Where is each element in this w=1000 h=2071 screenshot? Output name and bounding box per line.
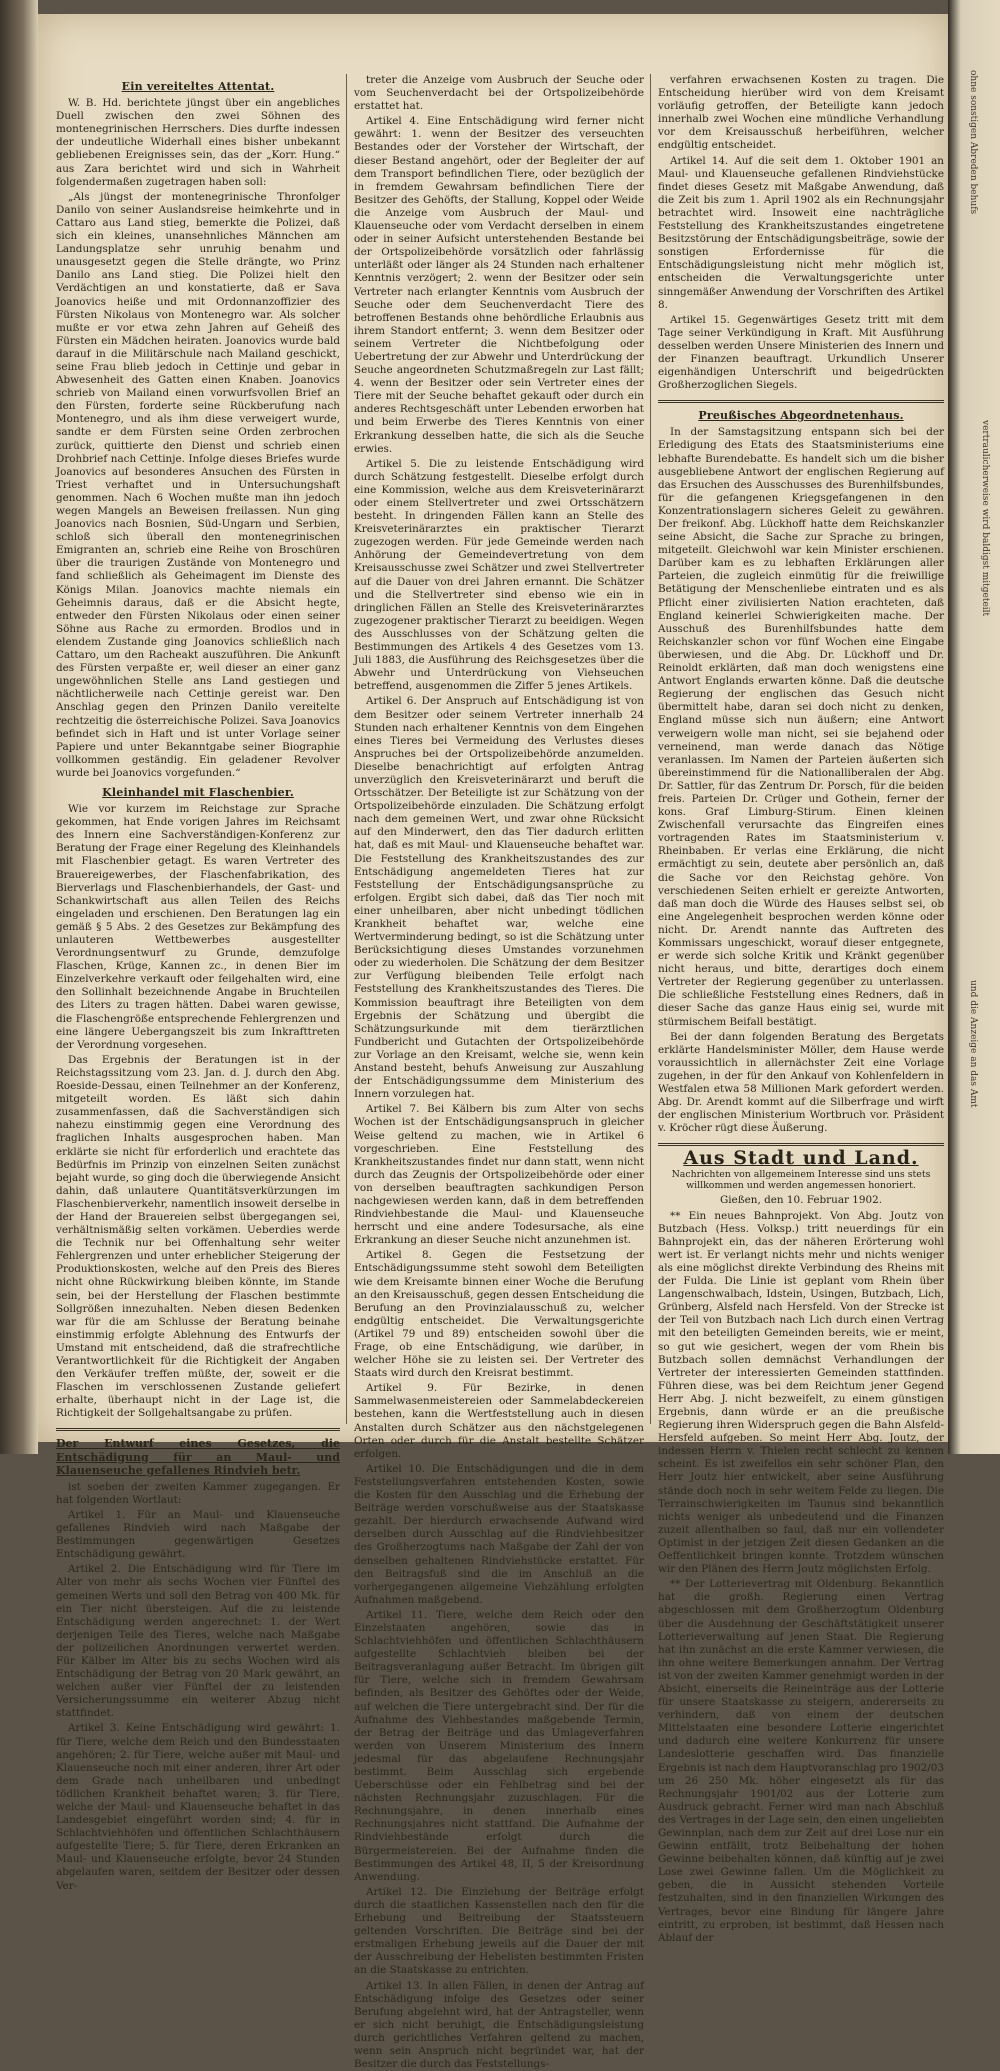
editorial-note: Nachrichten von allgemeinem Interesse sind uns stets willkommen und werden angemessen honoriert. bbox=[658, 1169, 944, 1192]
paragraph: Artikel 6. Der Anspruch auf Entschädigung ist von dem Besitzer oder seinem Vertreter innerhalb 24 Stunden nach erhaltener Kenntnis von dem Eingehen eines Tieres bei Vermeidung des Verlustes dieses Anspruches bei der Ortspolizeibehörde anzumelden. Dieselbe benachrichtigt auf erfolgten Antrag unverzüglich den Kreisveterinärarzt und beruft die Ortsschätzer. Der Beteiligte ist zur Schätzung von der Ortspolizeibehörde einzuladen. Die Schätzung erfolgt nach dem gemeinen Wert, und zwar ohne Rücksicht auf den Minderwert, den das Tier dadurch erlitten hat, daß es mit Maul- und Klauenseuche behaftet war. Die Feststellung des Krankheitszustandes des zur Entschädigung angemeldeten Tieres hat zur Feststellung der Entschädigungsansprüche zu erfolgen. Ergibt sich dabei, daß das Tier noch mit einer unheilbaren, aber nicht unbedingt tödlichen Krankheit behaftet war, welche eine Wertverminderung bedingt, so ist die Schätzung unter Berücksichtigung dieses Umstandes vorzunehmen oder zu wiederholen. Die Schätzung der dem Besitzer zur Verfügung bleibenden Teile erfolgt nach Feststellung des Krankheitszustandes des Tieres. Die Kommission beauftragt ihre Beteiligten von dem Ergebnis der Schätzung und übergibt die Schätzungsurkunde mit dem tierärztlichen Fundbericht und Gutachten der Ortspolizeibehörde zur Vorlage an den Kreisamt, welche sie, wenn kein Anstand besteht, behufs Anweisung zur Auszahlung der Entschädigungssumme dem Ministerium des Innern vorzulegen hat. bbox=[354, 695, 644, 1101]
column-rule bbox=[650, 74, 651, 1424]
paragraph: Bei der dann folgenden Beratung des Bergetats erklärte Handelsminister Möller, dem Hause werde voraussichtlich in allernächster Zeit eine Vorlage zugehen, in der für den Ankauf von Kohlenfeldern in Westfalen etwa 58 Millionen Mark gefordert werden. Abg. Dr. Arendt kommt auf die Silberfrage und wirft der englischen Ministerium Wortbruch vor. Präsident v. Kröcher rügt diese Äußerung. bbox=[658, 1031, 944, 1136]
adjacent-page-edge bbox=[948, 0, 1000, 1454]
paragraph: Artikel 3. Keine Entschädigung wird gewährt: 1. für Tiere, welche dem Reich und den Bundesstaaten angehören; 2. für Tiere, welche außer mit Maul- und Klauenseuche noch mit einer anderen, ihrer Art oder dem Grade nach unheilbaren und unbedingt tödlichen Krankheit behaftet waren; 3. für Tiere, welche der Maul- und Klauenseuche behaftet in das Landesgebiet eingeführt worden sind; 4. für in Schlachtviehhöfen und öffentlichen Schlachthäusern aufgestellte Tiere; 5. für Tiere, deren Erkranken an Maul- und Klauenseuche erfolgte, bevor 24 Stunden abgelaufen waren, seitdem der Besitzer oder dessen Ver- bbox=[56, 1722, 340, 1892]
paragraph: Artikel 10. Die Entschädigungen und die in dem Feststellungsverfahren entstehenden Kosten, sowie die Kosten für den Ausschlag und die Erhebung der Beiträge werden vorschußweise aus der Staatskasse gezahlt. Der hierdurch erwachsende Aufwand wird derselben durch Ausschlag auf die Rindviehbesitzer des Großherzogtums nach Maßgabe der Zahl der von denselben gehaltenen Rindviehstücke erstattet. Für den Beitragsfuß sind die im Anschluß an die vorhergegangenen allgemeine Viehzählung erfolgten Aufnahmen maßgebend. bbox=[354, 1463, 644, 1607]
column-3 bbox=[658, 74, 944, 1429]
paragraph: verfahren erwachsenen Kosten zu tragen. Die Entscheidung hierüber wird von dem Kreisamt vorläufig getroffen, der Beteiligte kann jedoch innerhalb zwei Wochen eine mündliche Verhandlung vor dem Kreisausschuß herbeiführen, welcher endgültig entscheidet. bbox=[658, 74, 944, 153]
section-rule bbox=[658, 400, 944, 403]
paragraph: Artikel 11. Tiere, welche dem Reich oder den Einzelstaaten angehören, sowie das in Schlachtviehhöfen und öffentlichen Schlachthäusern aufgestellte Schlachtvieh bleiben bei der Beitragsveranlagung außer Betracht. Im übrigen gilt für Tiere, welche sich in fremdem Gewahrsam befinden, als Besitzer des Gehöftes oder der Weide, auf welchen die Tiere untergebracht sind. Der für die Aufnahme des Viehbestandes maßgebende Termin, der Betrag der Beiträge und das Umlageverfahren werden von Unserem Ministerium des Innern jedesmal für das abgelaufene Rechnungsjahr bestimmt. Beim Ausschlag sich ergebende Ueberschüsse oder ein Fehlbetrag sind bei der nächsten Rechnungsjahr zuzuschlagen. Für die Rechnungsjahre, in denen innerhalb eines Rechnungsjahres nicht stattfand. Die Aufnahme der Rindviehbestände erfolgt durch die Bürgermeistereien. Bei der Aufnahme finden die Bestimmungen des Artikel 48, II, 5 der Kreisordnung Anwendung. bbox=[354, 1609, 644, 1884]
adjacent-page-text: vertraulicherweise wird baldigst mitgeteilt bbox=[980, 420, 990, 616]
paragraph: Artikel 9. Für Bezirke, in denen Sammelwasenmeistereien oder Sammelabdeckereien bestehen, kann die Wertfeststellung auch in diesen Anstalten durch Schätzer aus den nächstgelegenen Orten oder durch für die Anstalt bestellte Schätzer erfolgen. bbox=[354, 1382, 644, 1461]
paragraph: Artikel 12. Die Einziehung der Beiträge erfolgt durch die staatlichen Kassenstellen nach den für die Erhebung und Beitreibung der Staatssteuern geltenden Vorschriften. Die Beiträge sind bei der erstmaligen Erhebung jeweils auf die Dauer der mit der Ausschreibung der Hebelisten bestimmten Fristen an die Staatskasse zu entrichten. bbox=[354, 1886, 644, 1978]
paragraph: ist soeben der zweiten Kammer zugegangen. Er hat folgenden Wortlaut: bbox=[56, 1481, 340, 1507]
paragraph: Artikel 15. Gegenwärtiges Gesetz tritt mit dem Tage seiner Verkündigung in Kraft. Mit Ausführung desselben werden Unsere Ministerien des Innern und der Finanzen beauftragt. Urkundlich Unserer eigenhändigen Unterschrift und beigedrückten Großherzoglichen Siegels. bbox=[658, 314, 944, 393]
paragraph: Artikel 1. Für an Maul- und Klauenseuche gefallenes Rindvieh wird nach Maßgabe der Bestimmungen gegenwärtigen Gesetzes Entschädigung gewährt. bbox=[56, 1509, 340, 1561]
paragraph: Artikel 5. Die zu leistende Entschädigung wird durch Schätzung festgestellt. Dieselbe erfolgt durch eine Kommission, welche aus dem Kreisveterinärarzt oder einem Stellvertreter und zwei Ortsschätzern besteht. In dringenden Fällen kann an Stelle des Kreisveterinärarztes ein praktischer Tierarzt zugezogen werden. Für jede Gemeinde werden nach Anhörung der Gemeindevertretung von dem Kreisausschusse zwei Schätzer und zwei Stellvertreter auf die Dauer von drei Jahren ernannt. Die Schätzer und die Stellvertreter sind ebenso wie ein in dringlichen Fällen an Stelle des Kreisveterinärarztes zugezogener praktischer Tierarzt zu beeidigen. Wegen des Ausschlusses von der Schätzung gelten die Bestimmungen des Artikels 4 des Gesetzes vom 13. Juli 1883, die Ausführung des Reichsgesetzes über die Abwehr und Unterdrückung von Viehseuchen betreffend, ausgenommen die Ziffer 5 jenes Artikels. bbox=[354, 458, 644, 694]
left-binding-gutter bbox=[0, 0, 38, 1454]
paragraph: „Als jüngst der montenegrinische Thronfolger Danilo von seiner Auslandsreise heimkehrte und in Cattaro aus Land stieg, bemerkte die Polizei, daß sich ein kleines, unansehnliches Männchen am Landungsplatze sehr unruhig benahm und unausgesetzt gegen die Stelle drängte, wo Prinz Danilo ans Land stieg. Die Polizei hielt den Verdächtigen an und konstatierte, daß er Sava Joanovics heiße und mit Ordonnanzoffizier des Fürsten Nikolaus von Montenegro war. Als solcher mußte er vor etwa zehn Jahren auf Geheiß des Fürsten ein Mädchen heiraten. Joanovics wurde bald darauf in die Militärschule nach Mailand geschickt, seine Frau blieb jedoch in Cettinje und gebar in Abwesenheit des Gatten einen Knaben. Joanovics schrieb von Mailand einen vorwurfsvollen Brief an den Fürsten, forderte seine Rückberufung nach Montenegro, und als ihm diese verweigert wurde, sandte er dem Fürsten seine Orden zerbrochen zurück, quittierte den Dienst und schrieb einen Drohbrief nach Cettinje. Infolge dieses Briefes wurde Joanovics auf besonderes Ansuchen des Fürsten in Triest verhaftet und in Untersuchungshaft genommen. Nach 6 Wochen mußte man ihn jedoch wegen Mangels an Beweisen freilassen. Nun ging Joanovics nach Bosnien, Süd-Ungarn und Serbien, schloß sich überall den montenegrinischen Emigranten an, schrieb eine Reihe von Broschüren über die traurigen Zustände von Montenegro und fand schließlich als Geheimagent im Dienste des Königs Milan. Joanovics machte niemals ein Geheimnis daraus, daß er die Absicht hegte, entweder den Fürsten Nikolaus oder einen seiner Söhne aus Rache zu ermorden. Brodlos und in elendem Zustande ging Joanovics schließlich nach Cattaro, um den Racheakt auszuführen. Die Ankunft des Fürsten verpaßte er, weil dieser an einer ganz ungewöhnlichen Stelle ans Land gestiegen und nächtlicherweile nach Cettinje gereist war. Den Anschlag gegen den Prinzen Danilo vereitelte rechtzeitig die österreichische Polizei. Sava Joanovics befindet sich in Haft und ist unter Vorlage seiner Papiere und unter Bekanntgabe seiner Biographie vollkommen geständig. Ein geladener Revolver wurde bei Joanovics vorgefunden.“ bbox=[56, 191, 340, 780]
article-heading-flaschenbier: Kleinhandel mit Flaschenbier. bbox=[56, 786, 340, 799]
paragraph: Artikel 2. Die Entschädigung wird für Tiere im Alter von mehr als sechs Wochen vier Fünftel des gemeinen Werts und soll den Betrag von 400 Mk. für ein Tier nicht übersteigen. Auf die zu leistende Entschädigung werden angerechnet: 1. der Wert derjenigen Teile des Tieres, welche nach Maßgabe der polizeilichen Anordnungen verwertet werden. Für Kälber im Alter bis zu sechs Wochen wird als Entschädigung der Betrag von 20 Mark gewährt, an welchen außer vier Fünftel der zu leistenden Versicherungssumme ein weiterer Abzug nicht stattfindet. bbox=[56, 1563, 340, 1720]
column-1 bbox=[56, 74, 340, 1429]
paragraph: ** Ein neues Bahnprojekt. Von Abg. Joutz von Butzbach (Hess. Volksp.) tritt neuerdings für ein Bahnprojekt ein, das der näheren Erörterung wohl wert ist. Er verlangt nichts mehr und nichts weniger als eine möglichst direkte Verbindung des Rheins mit der Fulda. Die Linie ist geplant vom Rhein über Langenschwalbach, Idstein, Usingen, Butzbach, Lich, Grünberg, Alsfeld nach Hersfeld. Von der Strecke ist der Teil von Butzbach nach Lich durch einen Vertrag mit den beteiligten Gemeinden bereits, wie er meint, so gut wie gesichert, wegen der vom Rhein bis Butzbach sollen demnächst Verhandlungen der Vertreter der interessierten Gemeinden stattfinden. Führen diese, was bei dem Reichtum jener Gegend Herr Abg. J. nicht bezweifelt, zu einem günstigen Ergebnis, dann würde er an die preußische Regierung ihren Widerspruch gegen die Bahn Alsfeld-Hersfeld aufgeben. So meint Herr Abg. Joutz, der indessen Herrn v. Thielen recht schlecht zu kennen scheint. Es ist zweifellos ein sehr schöner Plan, den Herr Joutz hier entwickelt, aber seine Ausführung stände doch noch in sehr weitem Felde zu liegen. Die Terrainschwierigkeiten im Taunus sind bekanntlich nichts weniger als unbedeutend und die Finanzen zuzeit allenthalben so faul, daß nur ein vollendeter Optimist in der jetzigen Zeit diesen Gedanken an die Oeffentlichkeit bringen konnte. Trotzdem wünschen wir den Plänen des Herrn Joutz möglichsten Erfolg. bbox=[658, 1210, 944, 1577]
article-heading-attentat: Ein vereiteltes Attentat. bbox=[56, 80, 340, 93]
column-2 bbox=[354, 74, 644, 1429]
section-rule bbox=[658, 1143, 944, 1146]
article-heading-gesetzentwurf: Der Entwurf eines Gesetzes, die Entschädigung für an Maul- und Klauenseuche gefallenes Rindvieh betr. bbox=[56, 1437, 340, 1476]
article-heading-abgeordnetenhaus: Preußisches Abgeordnetenhaus. bbox=[658, 409, 944, 422]
adjacent-page-text: ohne sonstigen Abreden behufs bbox=[968, 70, 978, 214]
adjacent-page-text: und die Anzeige an das Amt bbox=[968, 980, 978, 1108]
paragraph: Das Ergebnis der Beratungen ist in der Reichstagssitzung vom 23. Jan. d. J. durch den Abg. Roeside-Dessau, einen Teilnehmer an der Konferenz, mitgeteilt worden. Es läßt sich dahin zusammenfassen, daß die Sachverständigen sich nahezu einstimmig gegen eine Verordnung des fraglichen Inhalts ausgesprochen haben. Man erklärte sie nicht für erforderlich und erachtete das Bedürfnis im Prinzip von einzelnen Seiten zunächst bejaht wurde, so ging doch die überwiegende Ansicht dahin, daß unlautere Quantitätsverkürzungen im Flaschenbierverkehr, namentlich insoweit derselbe in der Hand der Brauereien selbst übergegangen sei, verhältnismäßig selten vorkämen. Ueberdies werde die Technik nur bei Offenhaltung sehr weiter Fehlergrenzen und unter erheblicher Steigerung der Produktionskosten, welche auf den Preis des Bieres nicht ohne Rückwirkung bleiben könnte, im Stande sein, bei der Herstellung der Flaschen bestimmte Sollgrößen innezuhalten. Neben diesen Bedenken war für die am Schlusse der Beratung beinahe einstimmig erfolgte Ablehnung des Entwurfs der Umstand mit entscheidend, daß die strafrechtliche Verantwortlichkeit für die Richtigkeit der Angaben den Verkäufer treffen müßte, der, soweit er die Flaschen im verschlossenen Zustande geliefert erhalte, überhaupt nicht in der Lage ist, die Richtigkeit der Sollgehaltsangabe zu prüfen. bbox=[56, 1054, 340, 1421]
paragraph: W. B. Hd. berichtete jüngst über ein angebliches Duell zwischen den zwei Söhnen des montenegrinischen Herrschers. Dies durfte indessen der undeutliche Widerhall eines bisher unbekannt gebliebenen Ereignisses sein, das der „Korr. Hung.“ aus Zara berichtet wird und sich in Wahrheit folgendermaßen zugetragen haben soll: bbox=[56, 97, 340, 189]
paragraph: Wie vor kurzem im Reichstage zur Sprache gekommen, hat Ende vorigen Jahres im Reichsamt des Innern eine Sachverständigen-Konferenz zur Beratung der Frage einer Regelung des Kleinhandels mit Flaschenbier getagt. Es waren Vertreter des Brauereigewerbes, der Flaschenfabrikation, des Bierverlags und Flaschenbierhandels, der Gast- und Schankwirtschaft aus allen Teilen des Reichs eingeladen und erschienen. Den Beratungen lag ein gemäß § 5 Abs. 2 des Gesetzes zur Bekämpfung des unlauteren Wettbewerbes ausgestellter Verordnungsentwurf zu Grunde, demzufolge Flaschen, Krüge, Kannen zc., in denen Bier im Einzelverkehre verkauft oder feilgehalten wird, eine den Sollinhalt bezeichnende Angabe in Bruchteilen des Liters zu tragen hätten. Dabei waren gewisse, die Flaschengröße entsprechende Fehlergrenzen und eine längere Uebergangszeit bis zum Inkrafttreten der Verordnung vorgesehen. bbox=[56, 803, 340, 1052]
column-rule bbox=[346, 74, 347, 1424]
section-heading-stadt-und-land: Aus Stadt und Land. bbox=[658, 1152, 944, 1165]
paragraph: Artikel 8. Gegen die Festsetzung der Entschädigungssumme steht sowohl dem Beteiligten wie dem Kreisamte binnen einer Woche die Berufung an den Kreisausschuß, gegen dessen Entscheidung die Berufung an den Provinzialausschuß zu, welcher endgültig entscheidet. Die Verwaltungsgerichte (Artikel 79 und 89) entscheiden sowohl über die Frage, ob eine Entschädigung, wie darüber, in welcher Höhe sie zu leisten sei. Der Vertreter des Staats wird durch den Kreisrat bestimmt. bbox=[354, 1249, 644, 1380]
paragraph: ** Der Lotterievertrag mit Oldenburg. Bekanntlich hat die großh. Regierung einen Vertrag abgeschlossen mit dem Großherzogtum Oldenburg über die Ausdehnung der Geschäftstätigkeit unserer Lotterieverwaltung auf jenen Staat. Die Regierung hat ihn zunächst an die erste Kammer verwiesen, die ihn ohne weitere Bemerkungen annahm. Der Vertrag ist von der zweiten Kammer genehmigt worden in der Absicht, einerseits die Reineinträge aus der Lotterie für unsere Staatskasse zu steigern, andererseits zu verhindern, daß von einem der deutschen Mittelstaaten eine besondere Lotterie eingerichtet und dadurch eine weitere Konkurrenz für unsere Landeslotterie geschaffen wird. Das finanzielle Ergebnis ist nach dem Hauptvoranschlag pro 1902/03 um 26 250 Mk. höher eingesetzt als für das Rechnungsjahr 1901/02 aus der Lotterie zum Ausdruck gebracht. Ferner wird man nach Abschluß des Vertrages in der Lage sein, den einen ungeliebten Gewinnplan, nach dem zur Zeit auf drei Lose nur ein Gewinn entfällt, trotz Beibehaltung der hohen Gewinne beibehalten können, daß künftig auf je zwei Lose zwei Gewinne fallen. Um die Möglichkeit zu geben, die in Aussicht stehenden Vorteile festzuhalten, sind in den finanziellen Wirkungen des Vertrages, bevor eine Bindung für längere Jahre eintritt, zu erproben, ist bestimmt, daß Hessen nach Ablauf der bbox=[658, 1578, 944, 1945]
paragraph: Artikel 13. In allen Fällen, in denen der Antrag auf Entschädigung infolge des Gesetzes oder seiner Berufung abgelehnt wird, hat der Antragsteller, wenn er sich nicht beruhigt, die Entschädigungsleistung durch gerichtliches Verfahren geltend zu machen, wenn sein Anspruch nicht begründet war, hat der Besitzer die durch das Feststellungs- bbox=[354, 1980, 644, 2071]
paragraph: Artikel 14. Auf die seit dem 1. Oktober 1901 an Maul- und Klauenseuche gefallenen Rindviehstücke findet dieses Gesetz mit Maßgabe Anwendung, daß die Zeit bis zum 1. April 1902 als ein Rechnungsjahr betrachtet wird. Insoweit eine nachträgliche Feststellung des Krankheitszustandes eingetretene Besitzstörung der Entschädigungsbeiträge, sowie der sonstigen Erfordernisse für die Entschädigungsleistung nicht mehr möglich ist, entscheiden die Verwaltungsgerichte unter sinngemäßer Anwendung der Vorschriften des Artikel 8. bbox=[658, 155, 944, 312]
dateline: Gießen, den 10. Februar 1902. bbox=[658, 1194, 944, 1207]
paragraph: Artikel 7. Bei Kälbern bis zum Alter von sechs Wochen ist der Entschädigungsanspruch in gleicher Weise geltend zu machen, wie in Artikel 6 vorgeschrieben. Eine Feststellung des Krankheitszustandes findet nur dann statt, wenn nicht durch das Zeugnis der Ortspolizeibehörde oder einer von derselben beauftragten sachkundigen Person nachgewiesen werden kann, daß in dem betreffenden Rindviehbestande die Maul- und Klauenseuche herrscht und eine andere Todesursache, als eine Erkrankung an dieser Seuche nicht anzunehmen ist. bbox=[354, 1103, 644, 1247]
paragraph: treter die Anzeige vom Ausbruch der Seuche oder vom Seuchenverdacht bei der Ortspolizeibehörde erstattet hat. bbox=[354, 74, 644, 113]
paragraph: In der Samstagsitzung entspann sich bei der Erledigung des Etats des Staatsministeriums eine lebhafte Burendebatte. Es handelt sich um die bisher ausgebliebene Antwort der englischen Regierung auf das Ersuchen des Ausschusses des Burenhilfsbundes, für die gefangenen Kriegsgefangenen in den Konzentrationslagern sicheres Geleit zu gewähren. Der freikonf. Abg. Lückhoff hatte dem Reichskanzler seine Absicht, die Sache zur Sprache zu bringen, mitgeteilt. Gleichwohl war kein Minister erschienen. Darüber kam es zu lebhaften Erklärungen aller Parteien, die zugleich einmütig für die freiwillige Betätigung der Menschenliebe eintraten und es als Pflicht einer zivilisierten Nation erachteten, daß England keinerlei Schwierigkeiten mache. Der Ausschuß des Burenhilfsbundes hatte dem Reichskanzler schon vor fünf Wochen eine Eingabe überwiesen, und die Abg. Dr. Lückhoff und Dr. Reinoldt erklärten, daß man doch wenigstens eine Antwort Englands erwarten könne. Daß die deutsche Regierung der englischen das Gesuch nicht übermittelt habe, daran sei doch nicht zu denken, England müsse sich nun äußern; eine Antwort verweigern wolle man nicht, sei sie bejahend oder verneinend, man werde danach das Nötige veranlassen. Im Namen der Parteien äußerten sich übereinstimmend für die Nationalliberalen der Abg. Dr. Sattler, für das Zentrum Dr. Porsch, für die beiden freis. Parteien Dr. Crüger und Gothein, ferner der kons. Graf Limburg-Stirum. Einen kleinen Zwischenfall verursachte das Eingreifen eines vortragenden Rates im Staatsministerium v. Rheinbaben. Er verlas eine Erklärung, die nicht ermächtigt zu sein, deutete aber persönlich an, daß die Sache vor den Reichstag gehöre. Von verschiedenen Seiten erhielt er gereizte Antworten, daß man doch die Würde des Hauses selbst sei, ob eine Angelegenheit besprochen werden könne oder nicht. Dr. Arendt nannte das Auftreten des Kommissars ungeschickt, worauf dieser entgegnete, er werde sich solche Kritik und Kränkt gegenüber nicht heraus, und bitte, derartiges doch einem Vertreter der Regierung gegenüber zu unterlassen. Die schließliche Feststellung eines Redners, daß in dieser Sache das ganze Haus einig sei, wurde mit stürmischem Beifall bestätigt. bbox=[658, 426, 944, 1028]
section-rule bbox=[56, 1428, 340, 1431]
paragraph: Artikel 4. Eine Entschädigung wird ferner nicht gewährt: 1. wenn der Besitzer des verseuchten Bestandes oder der Vorsteher der Wirtschaft, der dieser Bestand angehört, oder der Begleiter der auf dem Transport befindlichen Tiere, oder bezüglich der in fremdem Gewahrsam befindlichen Tiere der Besitzer des Gehöfts, der Stallung, Koppel oder Weide die Anzeige vom Ausbruch der Maul- und Klauenseuche oder vom Verdacht derselben in einem oder in seiner Aufsicht unterstehenden Bestande bei der Ortspolizeibehörde vorsätzlich oder fahrlässig unterläßt oder länger als 24 Stunden nach erhaltener Kenntnis verzögert; 2. wenn der Besitzer oder sein Vertreter nach erlangter Kenntnis vom Ausbruch der Seuche oder dem Seuchenverdacht Tiere des betroffenen Bestands ohne behördliche Erlaubnis aus ihrem Standort entfernt; 3. wenn dem Besitzer oder seinem Vertreter die Nichtbefolgung oder Uebertretung der zur Abwehr und Unterdrückung der Seuche angeordneten Schutzmaßregeln zur Last fällt; 4. wenn der Besitzer oder sein Vertreter eines der Tiere mit der Seuche behaftet gekauft oder durch ein anderes Rechtsgeschäft unter Lebenden erworben hat und beim Erwerbe des Tieres Kenntnis von einer Erkrankung desselben hatte, die sich als die Seuche erwies. bbox=[354, 115, 644, 455]
newspaper-page bbox=[38, 14, 948, 1442]
